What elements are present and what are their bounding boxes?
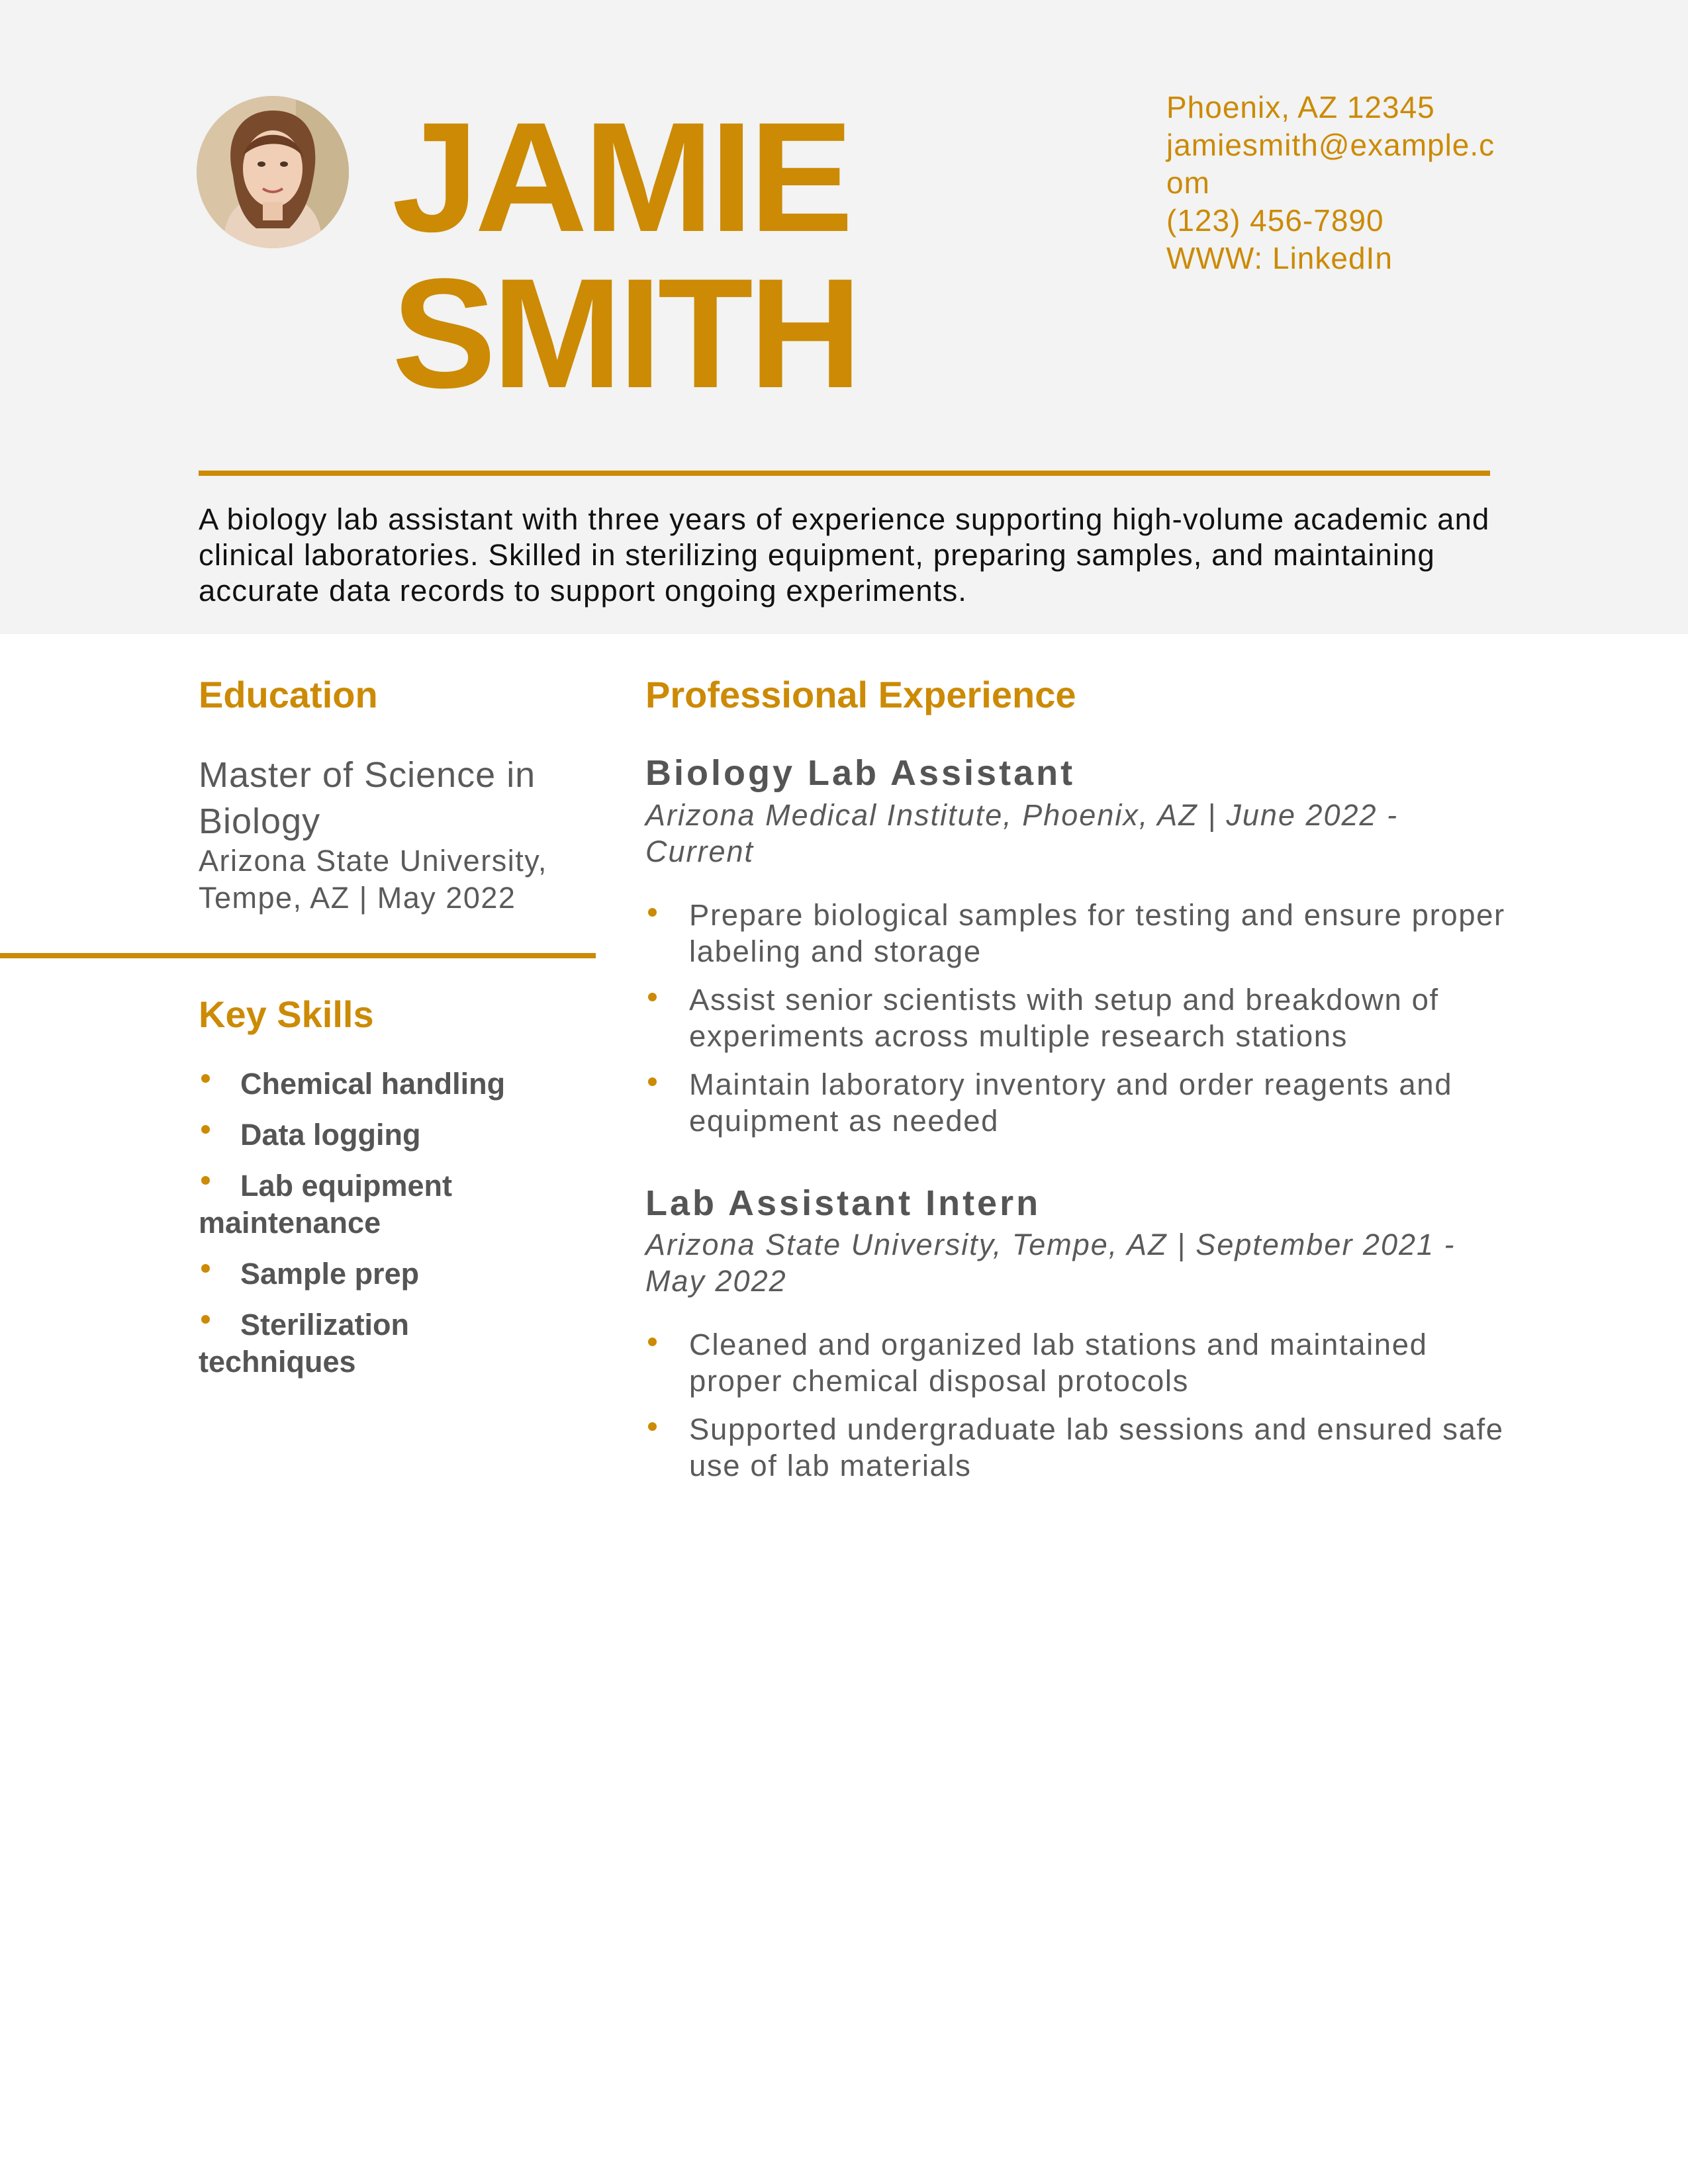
- first-name: JAMIE: [392, 90, 850, 265]
- bullet-icon: [201, 1264, 210, 1273]
- job-title: Lab Assistant Intern: [645, 1183, 1041, 1223]
- education-degree: Master of Science in Biology: [199, 755, 536, 841]
- sidebar-divider: [0, 953, 596, 958]
- summary-paragraph: A biology lab assistant with three years of experience supporting high-volume academic and clinical laboratories. Skilled in sterilizing equipment, preparing samples, and maintaining accurate data records to support ongoing experiments.: [199, 502, 1490, 608]
- skills-heading: Key Skills: [199, 993, 374, 1035]
- bullet-icon: [201, 1074, 210, 1083]
- bullet-icon: [201, 1125, 210, 1134]
- duty-item: Prepare biological samples for testing and ensure proper labeling and storage: [645, 897, 1506, 970]
- contact-location: Phoenix, AZ 12345: [1166, 90, 1435, 124]
- job-duties-list: [645, 1326, 1506, 1496]
- job-duties-list: [645, 897, 1506, 1151]
- skill-item: Data logging: [199, 1116, 569, 1154]
- portrait-image: [197, 96, 349, 248]
- skill-item: Sample prep: [199, 1255, 569, 1293]
- bullet-icon: [648, 908, 657, 917]
- duty-item: Supported undergraduate lab sessions and ensured safe use of lab materials: [645, 1411, 1506, 1484]
- skill-item: Lab equipment maintenance: [199, 1169, 453, 1240]
- skill-item: Chemical handling: [199, 1066, 569, 1103]
- last-name: SMITH: [392, 246, 859, 421]
- experience-heading: Professional Experience: [645, 674, 1076, 715]
- contact-website[interactable]: WWW: LinkedIn: [1166, 241, 1393, 275]
- bullet-icon: [648, 993, 657, 1001]
- skill-item: Sterilization techniques: [199, 1308, 410, 1379]
- bullet-icon: [648, 1422, 657, 1431]
- duty-item: Cleaned and organized lab stations and maintained proper chemical disposal protocols: [645, 1326, 1506, 1399]
- job-title: Biology Lab Assistant: [645, 753, 1076, 793]
- header-divider: [199, 471, 1490, 476]
- duty-item: Assist senior scientists with setup and breakdown of experiments across multiple research stations: [645, 981, 1506, 1054]
- bullet-icon: [648, 1338, 657, 1346]
- skills-list: [199, 1066, 569, 1394]
- contact-block: [1166, 89, 1511, 277]
- contact-phone: (123) 456-7890: [1166, 203, 1384, 238]
- education-heading: Education: [199, 674, 378, 715]
- job-meta: Arizona State University, Tempe, AZ | September 2021 - May 2022: [645, 1228, 1456, 1298]
- bullet-icon: [201, 1315, 210, 1324]
- bullet-icon: [648, 1077, 657, 1086]
- profile-photo: [197, 96, 349, 248]
- bullet-icon: [201, 1176, 210, 1185]
- education-school: Arizona State University, Tempe, AZ | May 2022: [199, 844, 547, 915]
- job-meta: Arizona Medical Institute, Phoenix, AZ | June 2022 - Current: [645, 798, 1399, 868]
- contact-email[interactable]: jamiesmith@example.com: [1166, 128, 1495, 200]
- candidate-name: [392, 90, 859, 421]
- duty-item: Maintain laboratory inventory and order reagents and equipment as needed: [645, 1066, 1506, 1139]
